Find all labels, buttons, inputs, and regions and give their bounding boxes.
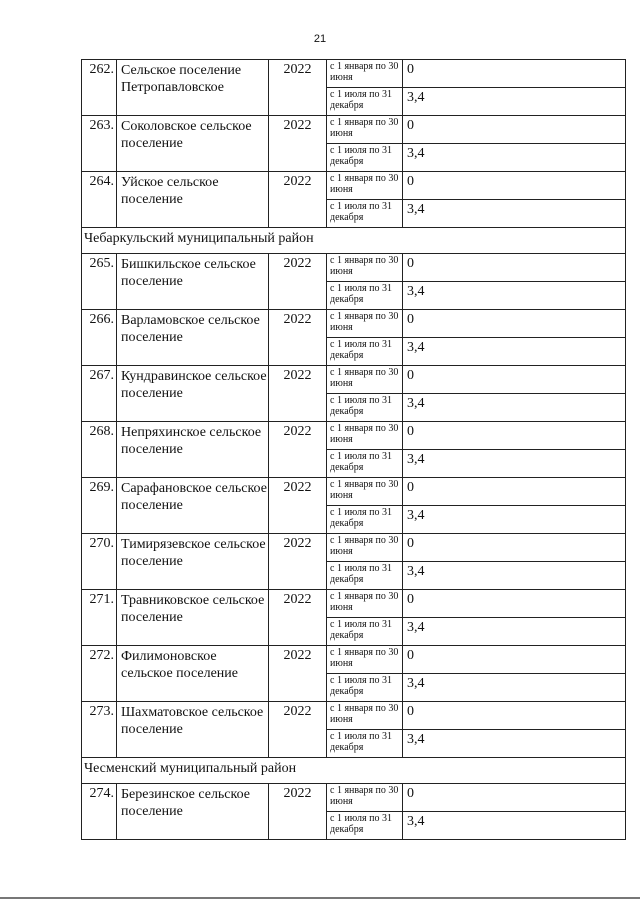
rate-value: 0 [403,172,626,200]
rate-value: 0 [403,310,626,338]
year: 2022 [269,60,327,116]
rate-value: 0 [403,366,626,394]
period-label: с 1 января по 30 июня [327,310,403,338]
row-number: 269. [82,478,117,534]
table-row [82,784,626,812]
table-row [82,172,626,200]
rate-value: 3,4 [403,450,626,478]
year: 2022 [269,310,327,366]
rate-value: 3,4 [403,674,626,702]
table-row [82,702,626,730]
settlement-name: Варламовское сельское поселение [117,310,269,366]
period-label: с 1 января по 30 июня [327,116,403,144]
rate-value: 0 [403,590,626,618]
rate-value: 0 [403,784,626,812]
table-body [82,60,626,840]
year: 2022 [269,590,327,646]
period-label: с 1 января по 30 июня [327,702,403,730]
region-header-row [82,758,626,784]
table-row [82,254,626,282]
rate-value: 3,4 [403,200,626,228]
period-label: с 1 января по 30 июня [327,784,403,812]
table-row [82,590,626,618]
rate-value: 3,4 [403,144,626,172]
table-row [82,646,626,674]
period-label: с 1 июля по 31 декабря [327,674,403,702]
rate-value: 0 [403,116,626,144]
year: 2022 [269,646,327,702]
year: 2022 [269,422,327,478]
rate-value: 3,4 [403,282,626,310]
settlement-name: Кундравинское сельское поселение [117,366,269,422]
row-number: 264. [82,172,117,228]
year: 2022 [269,478,327,534]
settlement-name: Филимоновское сельское поселение [117,646,269,702]
period-label: с 1 июля по 31 декабря [327,200,403,228]
row-number: 268. [82,422,117,478]
period-label: с 1 июля по 31 декабря [327,812,403,840]
rate-value: 3,4 [403,338,626,366]
settlement-name: Тимирязевское сельское поселение [117,534,269,590]
settlement-name: Уйское сельское поселение [117,172,269,228]
year: 2022 [269,534,327,590]
period-label: с 1 июля по 31 декабря [327,506,403,534]
period-label: с 1 января по 30 июня [327,590,403,618]
period-label: с 1 января по 30 июня [327,534,403,562]
settlement-name: Сарафановское сельское поселение [117,478,269,534]
scan-edge-line [0,897,640,899]
settlement-name: Сельское поселение Петропавловское [117,60,269,116]
period-label: с 1 июля по 31 декабря [327,88,403,116]
rate-value: 3,4 [403,812,626,840]
rate-value: 3,4 [403,730,626,758]
rate-value: 0 [403,254,626,282]
page-number: 21 [313,33,327,45]
year: 2022 [269,116,327,172]
rate-value: 3,4 [403,562,626,590]
rate-value: 3,4 [403,394,626,422]
rate-value: 3,4 [403,618,626,646]
settlement-name: Непряхинское сельское поселение [117,422,269,478]
table-row [82,422,626,450]
period-label: с 1 января по 30 июня [327,172,403,200]
region-name: Чесменский муниципальный район [82,758,626,784]
rate-value: 3,4 [403,88,626,116]
period-label: с 1 января по 30 июня [327,646,403,674]
row-number: 266. [82,310,117,366]
period-label: с 1 января по 30 июня [327,478,403,506]
period-label: с 1 января по 30 июня [327,60,403,88]
table-row [82,60,626,88]
settlement-name: Травниковское сельское поселение [117,590,269,646]
period-label: с 1 января по 30 июня [327,254,403,282]
rate-value: 0 [403,422,626,450]
rate-value: 0 [403,646,626,674]
row-number: 265. [82,254,117,310]
period-label: с 1 июля по 31 декабря [327,450,403,478]
rate-value: 0 [403,478,626,506]
settlement-name: Соколовское сельское поселение [117,116,269,172]
period-label: с 1 июля по 31 декабря [327,394,403,422]
period-label: с 1 июля по 31 декабря [327,144,403,172]
row-number: 267. [82,366,117,422]
settlement-name: Шахматовское сельское поселение [117,702,269,758]
region-name: Чебаркульский муниципальный район [82,228,626,254]
rate-value: 0 [403,534,626,562]
row-number: 270. [82,534,117,590]
table-row [82,534,626,562]
tax-rate-table [81,59,626,840]
rate-value: 3,4 [403,506,626,534]
row-number: 274. [82,784,117,840]
table-row [82,310,626,338]
period-label: с 1 января по 30 июня [327,366,403,394]
period-label: с 1 июля по 31 декабря [327,282,403,310]
year: 2022 [269,254,327,310]
row-number: 263. [82,116,117,172]
table-row [82,116,626,144]
row-number: 273. [82,702,117,758]
period-label: с 1 июля по 31 декабря [327,730,403,758]
table-row [82,366,626,394]
table-row [82,478,626,506]
year: 2022 [269,366,327,422]
row-number: 271. [82,590,117,646]
year: 2022 [269,784,327,840]
settlement-name: Березинское сельское поселение [117,784,269,840]
period-label: с 1 января по 30 июня [327,422,403,450]
row-number: 262. [82,60,117,116]
period-label: с 1 июля по 31 декабря [327,618,403,646]
rate-value: 0 [403,702,626,730]
region-header-row [82,228,626,254]
rate-value: 0 [403,60,626,88]
settlement-name: Бишкильское сельское поселение [117,254,269,310]
row-number: 272. [82,646,117,702]
period-label: с 1 июля по 31 декабря [327,338,403,366]
year: 2022 [269,172,327,228]
year: 2022 [269,702,327,758]
period-label: с 1 июля по 31 декабря [327,562,403,590]
